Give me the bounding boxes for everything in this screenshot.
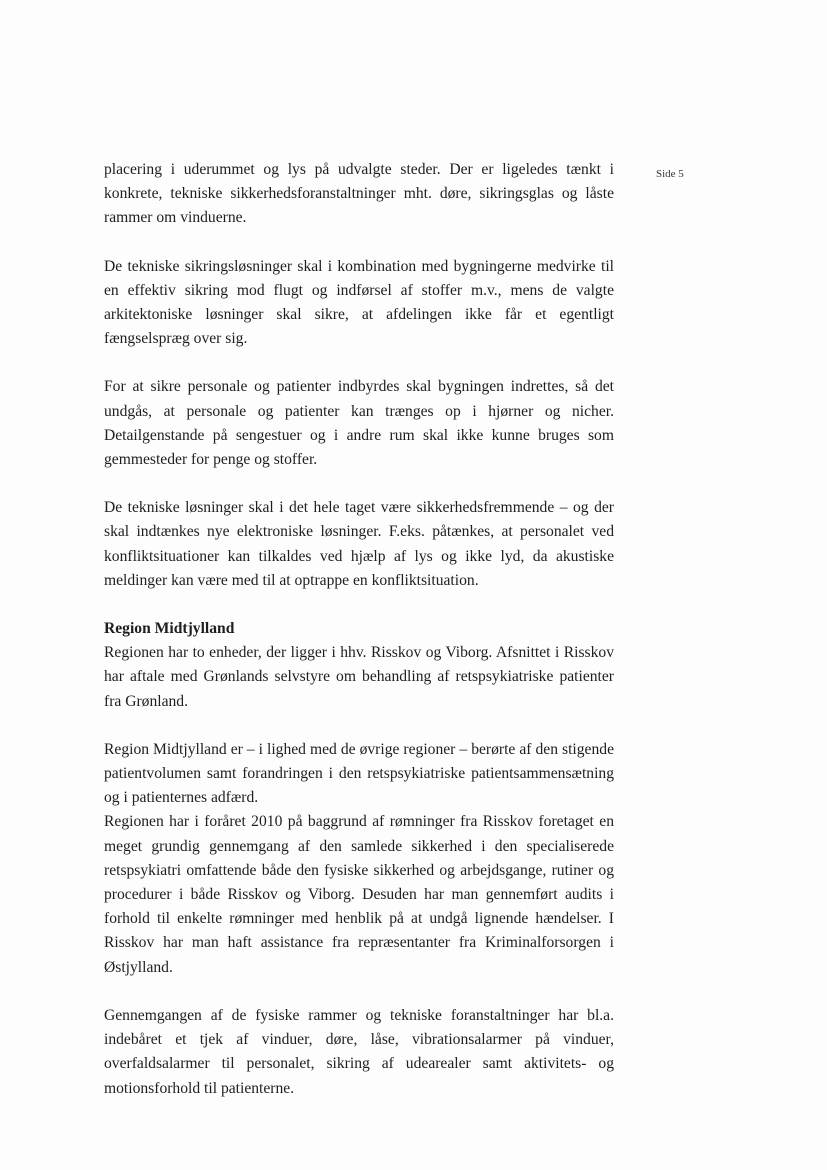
paragraph: Regionen har to enheder, der ligger i hhv. Risskov og Viborg. Afsnittet i Risskov har aftale med Grønlands selvstyre om behandling af retspsykiatriske patienter fra Grønland. <box>104 644 614 710</box>
page-number: Side 5 <box>656 168 684 180</box>
document-body <box>104 158 614 1125</box>
paragraph: Region Midtjylland er – i lighed med de øvrige regioner – berørte af den stigende patientvolumen samt forandringen i den retspsykiatriske patientsammensætning og i patienternes adfærd. <box>104 740 614 807</box>
paragraph: For at sikre personale og patienter indbyrdes skal bygningen indrettes, så det undgås, at personale og patienter kan trænges op i hjørner og nicher. Detailgenstande på sengestuer og i andre rum skal ikke kunne bruges som gemmesteder for penge og stoffer. <box>104 378 614 469</box>
paragraph: De tekniske sikringsløsninger skal i kombination med bygningerne medvirke til en effektiv sikring mod flugt og indførsel af stoffer m.v., mens de valgte arkitektoniske løsninger skal sikre, at afdelingen ikke får et egentligt fængselspræg over sig. <box>104 257 614 348</box>
paragraph: Gennemgangen af de fysiske rammer og tekniske foranstaltninger har bl.a. indebåret et tjek af vinduer, døre, låse, vibrationsalarmer på vinduer, overfaldsalarmer til personalet, sikring af udearealer samt aktivitets- og motionsforhold til patienterne. <box>104 1006 614 1097</box>
paragraph: Regionen har i foråret 2010 på baggrund af rømninger fra Risskov foretaget en meget grundig gennemgang af den samlede sikkerhed i den specialiserede retspsykiatri omfattende både den fysiske sikkerhed og arbejdsgange, rutiner og procedurer i både Risskov og Viborg. Desuden har man gennemført audits i forhold til enkelte rømninger med henblik på at undgå lignende hændelser. I Risskov har man haft assistance fra repræsentanter fra Kriminalforsorgen i Østjylland. <box>104 813 614 976</box>
section-heading: Region Midtjylland <box>104 620 235 638</box>
paragraph: De tekniske løsninger skal i det hele taget være sikkerhedsfremmende – og der skal indtænkes nye elektroniske løsninger. F.eks. påtænkes, at personalet ved konfliktsituationer kan tilkaldes ved hjælp af lys og ikke lyd, da akustiske meldinger kan være med til at optrappe en konfliktsituation. <box>104 499 614 589</box>
paragraph: placering i uderummet og lys på udvalgte steder. Der er ligeledes tænkt i konkrete, tekniske sikkerhedsforanstaltninger mht. døre, sikringsglas og låste rammer om vinduerne. <box>104 161 614 227</box>
